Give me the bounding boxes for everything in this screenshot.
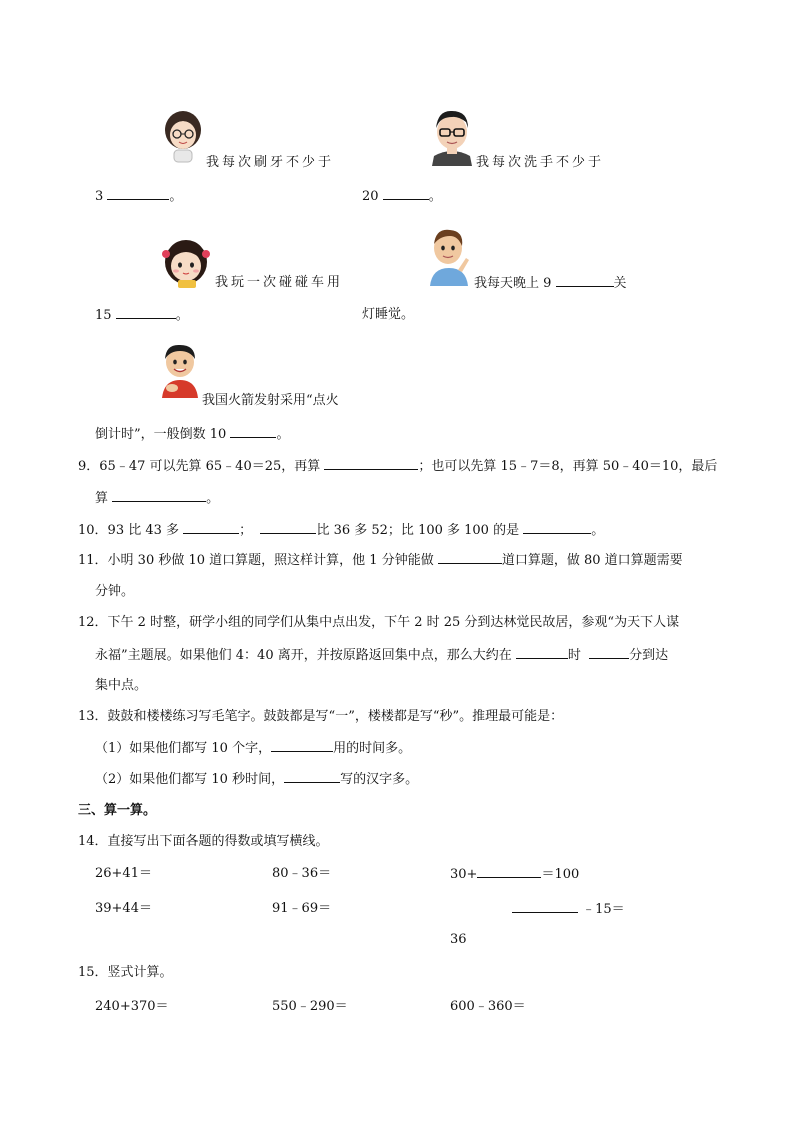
fill-item-4-line2: 灯睡觉。 <box>362 307 415 322</box>
question-11-line2: 分钟。 <box>95 584 135 599</box>
answer-blank[interactable] <box>477 865 541 878</box>
fill-item-5-line2: 倒计时”，一般倒数 10 。 <box>95 427 290 442</box>
q15-item-1: 240+370＝ <box>95 999 169 1014</box>
answer-blank[interactable] <box>438 551 502 564</box>
fill-item-1-answer: 3 。 <box>95 189 183 204</box>
q15-item-3: 600﹣360＝ <box>450 999 526 1014</box>
q14-item-3: 30+ ＝100 <box>450 867 580 882</box>
q14-item-1: 26+41＝ <box>95 866 152 881</box>
boy-pointing-avatar <box>426 224 472 286</box>
q14-item-6-line2: 36 <box>450 932 467 947</box>
question-9-line2: 算 。 <box>95 491 220 506</box>
boy-red-avatar <box>158 342 202 398</box>
man-glasses-avatar <box>428 106 476 166</box>
fill-item-1-text: 我每次刷牙不少于 <box>206 155 335 170</box>
fill-item-3-answer: 15 。 <box>95 308 189 323</box>
fill-item-5-text: 我国火箭发射采用“点火 <box>202 393 339 408</box>
question-12-line1: 12．下午 2 时整，研学小组的同学们从集中点出发，下午 2 时 25 分到达林觉民故居，参观“为天下人谋 <box>78 615 680 630</box>
answer-blank[interactable] <box>116 306 176 319</box>
answer-blank[interactable] <box>383 187 429 200</box>
answer-blank[interactable] <box>556 274 614 287</box>
answer-blank[interactable] <box>112 489 206 502</box>
question-10: 10．93 比 43 多 ； 比 36 多 52；比 100 多 100 的是 。 <box>78 523 605 538</box>
answer-blank[interactable] <box>107 187 169 200</box>
question-9-line1: 9．65﹣47 可以先算 65﹣40＝25，再算 ；也可以先算 15﹣7＝8，再算 50﹣40＝10，最后 <box>78 459 718 474</box>
answer-blank[interactable] <box>523 521 591 534</box>
question-15-title: 15．竖式计算。 <box>78 965 173 980</box>
question-13-line1: 13．鼓鼓和楼楼练习写毛笔字。鼓鼓都是写“一”，楼楼都是写“秒”。推理最可能是： <box>78 709 564 724</box>
question-12-line2: 永福”主题展。如果他们 4：40 离开，并按原路返回集中点，那么大约在 时 分到达 <box>95 648 669 663</box>
q14-item-4: 39+44＝ <box>95 901 152 916</box>
girl-glasses-avatar <box>160 108 206 164</box>
fill-item-3-text: 我玩一次碰碰车用 <box>215 275 344 290</box>
answer-blank[interactable] <box>183 521 239 534</box>
question-13-sub2: （2）如果他们都写 10 秒时间， 写的汉字多。 <box>95 772 419 787</box>
fill-item-4-text: 我每天晚上 9 关 <box>474 276 627 291</box>
answer-blank[interactable] <box>589 646 629 659</box>
answer-blank[interactable] <box>260 521 316 534</box>
q15-item-2: 550﹣290＝ <box>272 999 348 1014</box>
answer-blank[interactable] <box>516 646 568 659</box>
q14-item-2: 80﹣36＝ <box>272 866 332 881</box>
answer-blank[interactable] <box>284 770 340 783</box>
question-13-sub1: （1）如果他们都写 10 个字， 用的时间多。 <box>95 741 412 756</box>
q14-item-5: 91﹣69＝ <box>272 901 332 916</box>
question-14-title: 14．直接写出下面各题的得数或填写横线。 <box>78 834 329 849</box>
answer-blank[interactable] <box>230 425 276 438</box>
question-12-line3: 集中点。 <box>95 678 148 693</box>
section-3-title: 三、算一算。 <box>78 803 157 818</box>
question-11-line1: 11．小明 30 秒做 10 道口算题，照这样计算，他 1 分钟能做 道口算题，做 80 道口算题需要 <box>78 553 683 568</box>
answer-blank[interactable] <box>512 900 578 913</box>
girl-bows-avatar <box>158 236 214 290</box>
answer-blank[interactable] <box>271 739 333 752</box>
fill-item-2-text: 我每次洗手不少于 <box>476 155 605 170</box>
answer-blank[interactable] <box>324 457 418 470</box>
fill-item-2-answer: 20 。 <box>362 189 442 204</box>
q14-item-6: ﹣15＝ <box>512 900 625 919</box>
